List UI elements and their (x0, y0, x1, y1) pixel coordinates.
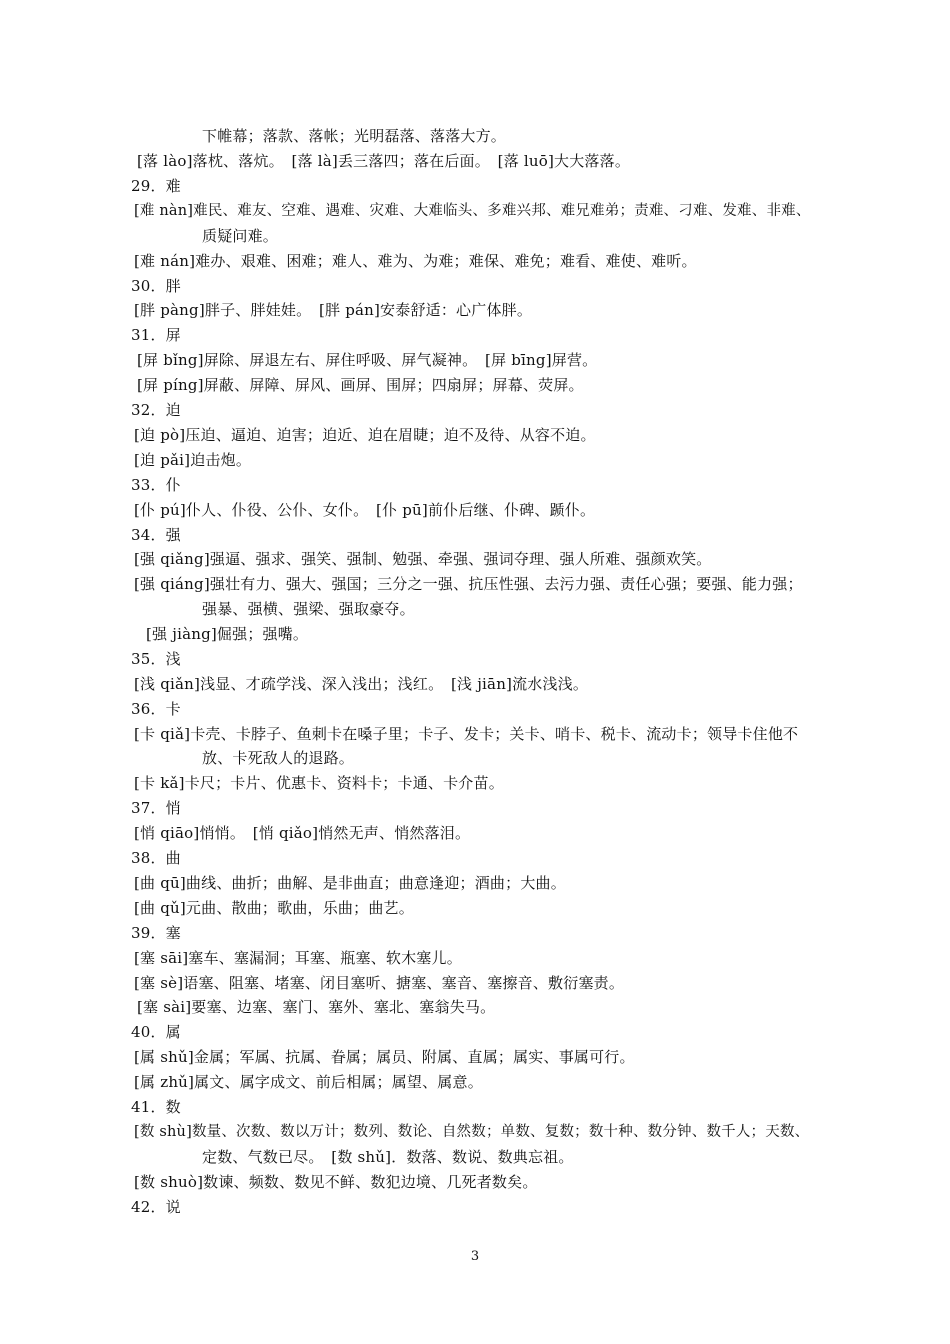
section-heading: 32．迫 (131, 401, 181, 419)
text-line: [强 jiàng]倔强；强嘴。 (146, 625, 309, 643)
text-line: 定数、气数已尽。 [数 shǔ]．数落、数说、数典忘祖。 (202, 1148, 574, 1166)
text-line: [迫 pò]压迫、逼迫、迫害；迫近、迫在眉睫；迫不及待、从容不迫。 (134, 426, 596, 444)
text-line: [数 shuò]数谏、频数、数见不鲜、数犯边境、几死者数矣。 (134, 1173, 538, 1191)
section-heading: 30．胖 (131, 277, 181, 295)
text-line: [难 nàn]难民、难友、空难、遇难、灾难、大难临头、多难兴邦、难兄难弟；责难、刁难、发难、非难、 (134, 203, 811, 219)
text-line: 下帷幕；落款、落帐；光明磊落、落落大方。 (202, 127, 507, 145)
section-heading: 36．卡 (131, 700, 181, 718)
section-heading: 42．说 (131, 1198, 181, 1216)
text-line: [塞 sài]要塞、边塞、塞门、塞外、塞北、塞翁失马。 (137, 998, 496, 1016)
text-line: 强暴、强横、强梁、强取豪夺。 (202, 600, 415, 618)
text-line: [落 lào]落枕、落炕。 [落 là]丢三落四；落在后面。 [落 luō]大大落落。 (137, 152, 631, 170)
text-line: [卡 qiǎ]卡壳、卡脖子、鱼刺卡在嗓子里；卡子、发卡；关卡、哨卡、税卡、流动卡；领导卡住他不 (134, 725, 799, 743)
text-line: 质疑问难。 (202, 227, 279, 245)
text-line: [浅 qiǎn]浅显、才疏学浅、深入浅出；浅红。 [浅 jiān]流水浅浅。 (134, 675, 589, 693)
text-line: [数 shù]数量、次数、数以万计；数列、数论、自然数；单数、复数；数十种、数分钟、数千人；天数、 (134, 1124, 810, 1140)
text-line: [屏 píng]屏蔽、屏障、屏风、画屏、围屏；四扇屏；屏幕、荧屏。 (137, 376, 584, 394)
text-line: [卡 kǎ]卡尺；卡片、优惠卡、资料卡；卡通、卡介苗。 (134, 774, 504, 792)
text-line: [胖 pàng]胖子、胖娃娃。 [胖 pán]安泰舒适：心广体胖。 (134, 301, 533, 319)
section-heading: 37．悄 (131, 799, 181, 817)
section-heading: 35．浅 (131, 650, 181, 668)
section-heading: 29．难 (131, 177, 181, 195)
text-line: [强 qiáng]强壮有力、强大、强国；三分之一强、抗压性强、去污力强、责任心强；要强、能力强； (134, 575, 803, 593)
text-line: [塞 sè]语塞、阻塞、堵塞、闭目塞听、搪塞、塞音、塞擦音、敷衍塞责。 (134, 974, 625, 992)
text-line: [属 shǔ]金属；军属、抗属、眷属；属员、附属、直属；属实、事属可行。 (134, 1048, 635, 1066)
section-heading: 41．数 (131, 1098, 181, 1116)
page-number: 3 (470, 1249, 480, 1264)
text-line: [悄 qiāo]悄悄。 [悄 qiǎo]悄然无声、悄然落泪。 (134, 824, 471, 842)
text-line: [仆 pú]仆人、仆役、公仆、女仆。 [仆 pū]前仆后继、仆碑、踬仆。 (134, 501, 596, 519)
text-line: [曲 qǔ]元曲、散曲；歌曲，乐曲；曲艺。 (134, 899, 414, 917)
section-heading: 40．属 (131, 1023, 181, 1041)
text-line: 放、卡死敌人的退路。 (202, 749, 355, 767)
section-heading: 39．塞 (131, 924, 181, 942)
section-heading: 31．屏 (131, 326, 181, 344)
text-line: [迫 pǎi]迫击炮。 (134, 451, 252, 469)
text-line: [塞 sāi]塞车、塞漏洞；耳塞、瓶塞、软木塞儿。 (134, 949, 462, 967)
text-line: [屏 bǐng]屏除、屏退左右、屏住呼吸、屏气凝神。 [屏 bīng]屏营。 (137, 351, 598, 369)
section-heading: 38．曲 (131, 849, 181, 867)
text-line: [强 qiǎng]强逼、强求、强笑、强制、勉强、牵强、强词夺理、强人所难、强颜欢笑。 (134, 550, 712, 568)
section-heading: 34．强 (131, 526, 181, 544)
text-line: [曲 qū]曲线、曲折；曲解、是非曲直；曲意逢迎；酒曲；大曲。 (134, 874, 566, 892)
section-heading: 33．仆 (131, 476, 181, 494)
text-line: [难 nán]难办、艰难、困难；难人、难为、为难；难保、难免；难看、难使、难听。 (134, 252, 697, 270)
text-line: [属 zhǔ]属文、属字成文、前后相属；属望、属意。 (134, 1073, 483, 1091)
